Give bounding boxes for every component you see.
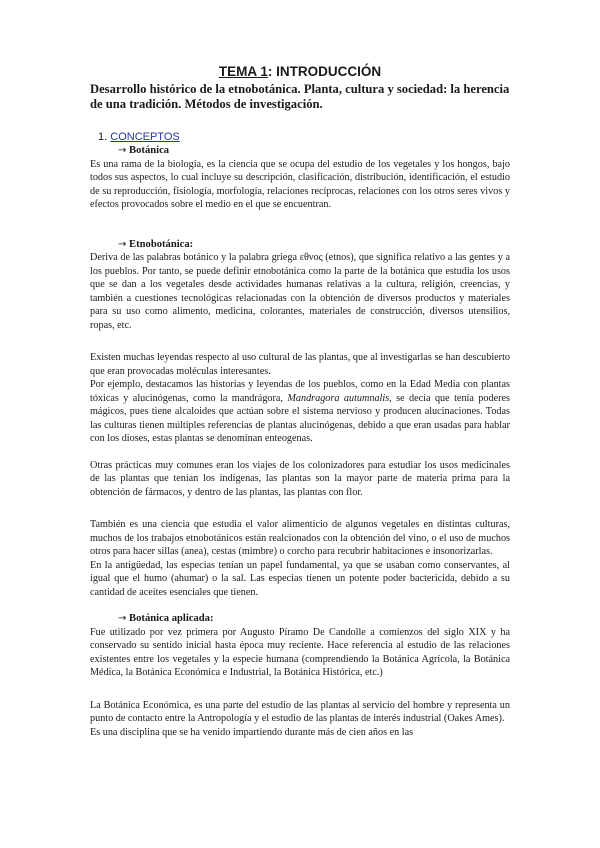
paragraph-etnobotanica-ejemplo [90,378,510,446]
ejemplo-text-b: , se decía que tenía poderes mágicos, pues tiene alcaloides que actúan sobre el sistema nervioso y producen alucinaciones. Todas las culturas tienen múltiples referencias de plantas alucinógenas, debido a que eran usadas para hablar con los dioses, estas plantas se denominan enteogenas. [90,392,510,444]
species-name: Mandragora autumnalis [287,392,390,404]
subheading-etnobotanica [118,238,510,252]
subheading-botanica-label: Botánica [129,145,170,156]
arrow-right-icon: → [118,238,127,250]
section-heading-conceptos [98,130,510,144]
subheading-botanica [118,144,510,158]
paragraph-botanica-economica: La Botánica Económica, es una parte del estudio de las plantas al servicio del hombre y representa un punto de contacto entre la Antropología y el estudio de las plantas de interés industrial (Oakes Ames). [90,699,510,724]
paragraph-etnobotanica-alimenticio: También es una ciencia que estudia el valor alimenticio de algunos vegetales en distintas culturas, muchos de los trabajos etnobotánicos están realcionados con la obtención del vino, o el uso de muchos otros para hacer sillas (anea), cestas (mimbre) o corcho para recubrir habitaciones e insonorizarlas. [90,519,510,557]
paragraph-etnobotanica-leyendas: Existen muchas leyendas respecto al uso cultural de las plantas, que al investigarlas se han descubierto que eran provocadas moléculas interesantes. [90,352,510,377]
section-number: 1. [98,131,108,143]
title-topic-name: : INTRODUCCIÓN [267,64,382,79]
arrow-right-icon: → [118,613,127,624]
subheading-etnobotanica-label: Etnobotánica: [129,238,194,250]
paragraph-botanica-aplicada-origen: Fue utilizado por vez primera por Augusto Píramo De Candolle a comienzos del siglo XIX y ha conservado su sentido inicial hasta época muy reciente. Hace referencia al estudio de las relaciones existentes entre los vegetales y la especie humana (comprendiendo la Botánica Agrícola, la Botánica Médica, la Botánica Económica e Industrial, la Botánica Histórica, etc.) [90,626,510,678]
ejemplo-text-a: Por ejemplo, destacamos las historias y leyendas de los pueblos, como en la Edad Media con plantas tóxicas y alucinógenas, como la mandrágora, [90,379,510,404]
paragraph-botanica-disciplina: Es una disciplina que se ha venido impartiendo durante más de cien años en las [90,726,414,738]
title-topic-number: TEMA 1 [218,64,268,79]
paragraph-etnobotanica-especias: En la antigüedad, las especias tenían un papel fundamental, ya que se usaban como conservantes, al igual que el humo (ahumar) o la sal. Las especias tienen un potente poder bactericida, debido a su cantidad de aceites esenciales que tienen. [90,559,510,598]
document-subtitle: Desarrollo histórico de la etnobotánica. Planta, cultura y sociedad: la herencia de una tradición. Métodos de investigación. [90,82,510,111]
paragraph-etnobotanica-colonizadores: Otras prácticas muy comunes eran los viajes de los colonizadores para estudiar los usos medicinales de las plantas que tenían los indígenas, las plantas son la mayor parte de materia prima para la obtención de fármacos, y dentro de las plantas, las plantas con flor. [90,459,510,498]
document-title [90,64,510,80]
paragraph-botanica: Es una rama de la biología, es la ciencia que se ocupa del estudio de los vegetales y los hongos, bajo todos sus aspectos, lo cual incluye su descripción, clasificación, distribución, identificación, el estudio de su reproducción, fisiología, morfología, relaciones recíprocas, relaciones con los otros seres vivos y efectos provocados sobre el medio en el que se encuentran. [90,158,510,210]
arrow-right-icon: → [118,145,127,156]
section-label: CONCEPTOS [110,131,180,143]
subheading-botanica-aplicada-label: Botánica aplicada: [129,613,214,624]
paragraph-etnobotanica-definition: Deriva de las palabras botánico y la palabra griega εθνος (etnos), que significa relativo a las gentes y a los pueblos. Por tanto, se puede definir etnobotánica como la parte de la botánica que estudia los usos que se dan a los vegetales desde actividades humanas relativas a la cultura, religión, creencias, y también a cuestiones tecnológicas relacionadas con la obtención de diversos productos y materiales para su uso como alimento, medicina, colorantes, materiales de construcción, diversos utensilios, ropas, etc. [90,252,510,331]
subheading-botanica-aplicada [118,612,510,626]
